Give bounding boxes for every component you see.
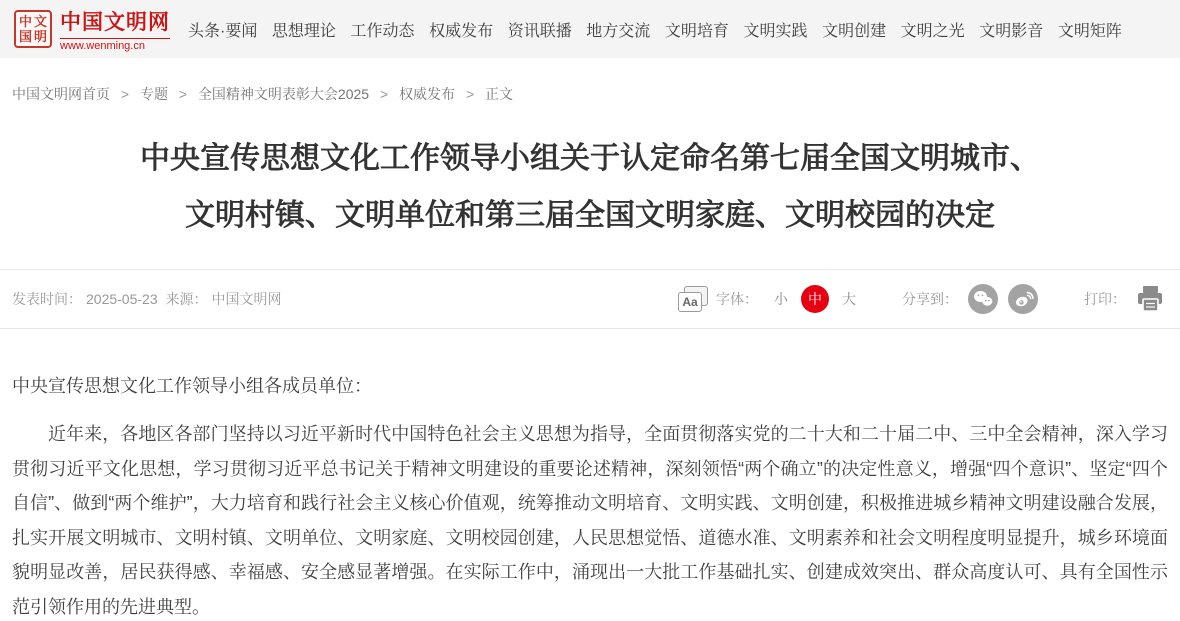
article-meta-bar [0,270,1180,328]
weibo-share-icon[interactable] [1008,284,1038,314]
breadcrumb-topics[interactable]: 专题 [139,86,168,102]
breadcrumb-separator: > [465,86,475,102]
source-value: 中国文明网 [211,291,282,307]
nav-item-local-exchange[interactable]: 地方交流 [586,22,651,40]
seal-char: 明 [33,29,47,44]
breadcrumb [12,84,1180,104]
seal-char: 国 [18,29,32,44]
publish-time-label: 发表时间： [12,291,82,307]
site-url: www.wenming.cn [60,38,170,52]
font-large-button[interactable]: 大 [842,291,856,307]
nav-item-practice[interactable]: 文明实践 [743,22,808,40]
font-medium-button[interactable]: 中 [801,285,829,313]
font-size-label: 字体： [716,291,758,307]
font-size-icon[interactable]: Aa [678,286,708,312]
article-title-line1: 中央宣传思想文化工作领导小组关于认定命名第七届全国文明城市、 [140,142,1040,175]
print-icon[interactable] [1134,283,1166,315]
nav-item-cultivation[interactable]: 文明培育 [664,22,729,40]
seal-logo-icon [14,10,52,48]
article-body [0,372,1180,621]
seal-char: 中 [18,14,32,29]
publish-date: 2025-05-23 [86,291,158,307]
share-label: 分享到： [902,291,958,307]
nav-item-headlines[interactable]: 头条·要闻 [188,22,258,40]
wechat-share-icon[interactable] [968,284,998,314]
site-logo[interactable] [14,6,170,52]
article-salutation: 中央宣传思想文化工作领导小组各成员单位： [12,376,372,396]
nav-item-official-release[interactable]: 权威发布 [429,22,494,40]
font-small-button[interactable]: 小 [774,291,788,307]
breadcrumb-separator: > [379,86,389,102]
nav-item-matrix[interactable]: 文明矩阵 [1057,22,1122,40]
article-paragraph-1: 近年来，各地区各部门坚持以习近平新时代中国特色社会主义思想为指导，全面贯彻落实党的二十大和二十届二中、三中全会精神，深入学习贯彻习近平文化思想，学习贯彻习近平总书记关于精神文明建设的重要论述精神，深刻领悟“两个确立”的决定性意义，增强“四个意识”、坚定“四个自信”、做到“两个维护”，大力培育和践行社会主义核心价值观，统筹推动文明培育、文明实践、文明创建，积极推进城乡精神文明建设融合发展，扎实开展文明城市、文明村镇、文明单位、文明家庭、文明校园创建，人民思想觉悟、道德水准、文明素养和社会文明程度明显提升，城乡环境面貌明显改善，居民获得感、幸福感、安全感显著增强。在实际工作中，涌现出一大批工作基础扎实、创建成效突出、群众高度认可、具有全国性示范引领作用的先进典型。 [12,424,1168,617]
site-header [0,0,1180,58]
print-label: 打印： [1084,291,1126,307]
nav-item-work-news[interactable]: 工作动态 [350,22,415,40]
breadcrumb-ceremony-2025[interactable]: 全国精神文明表彰大会2025 [197,86,370,102]
nav-item-media[interactable]: 文明影音 [979,22,1044,40]
main-nav [188,18,1122,41]
nav-item-ideology[interactable]: 思想理论 [271,22,336,40]
source-label: 来源： [165,291,208,307]
divider-bottom [0,328,1180,329]
publish-info [12,289,286,309]
breadcrumb-official-release[interactable]: 权威发布 [399,86,456,102]
breadcrumb-current-article: 正文 [485,86,514,102]
nav-item-creation[interactable]: 文明创建 [822,22,887,40]
breadcrumb-home[interactable]: 中国文明网首页 [12,86,110,102]
breadcrumb-separator: > [178,86,188,102]
article-title-line2: 文明村镇、文明单位和第三届全国文明家庭、文明校园的决定 [185,199,995,232]
site-name: 中国文明网 [60,11,170,34]
nav-item-light[interactable]: 文明之光 [900,22,965,40]
nav-item-news-network[interactable]: 资讯联播 [507,22,572,40]
seal-char: 文 [33,14,47,29]
breadcrumb-separator: > [120,86,130,102]
article-title [0,130,1180,244]
